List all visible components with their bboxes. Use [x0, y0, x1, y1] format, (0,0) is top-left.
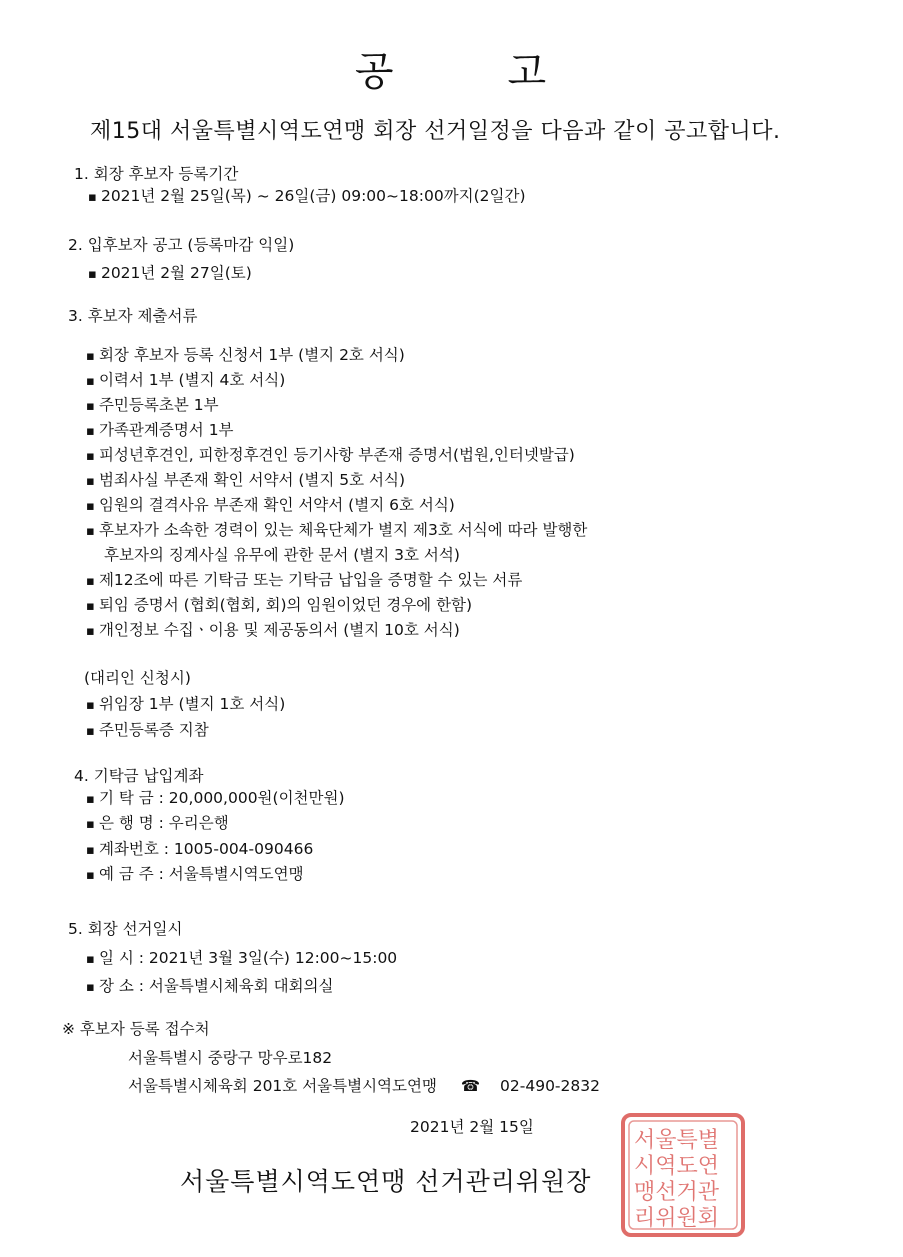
section-2-heading: 2. 입후보자 공고 (등록마감 익일) [68, 236, 295, 254]
title-left-char: 공 [354, 49, 396, 95]
signature-line: 서울특별시역도연맹 선거관리위원장 [180, 1167, 592, 1196]
document-item: ▪ 주민등록초본 1부 [86, 393, 219, 415]
section-1-heading: 1. 회장 후보자 등록기간 [74, 165, 239, 183]
document-item: ▪ 임원의 결격사유 부존재 확인 서약서 (별지 6호 서식) [86, 493, 455, 515]
document-item: ▪ 피성년후견인, 피한정후견인 등기사항 부존재 증명서(법원,인터넷발급) [86, 443, 575, 465]
phone-number: 02-490-2832 [500, 1077, 600, 1095]
election-venue: ▪ 장 소 : 서울특별시체육회 대회의실 [86, 974, 334, 996]
svg-text:맹선거관: 맹선거관 [634, 1180, 720, 1205]
registration-address: 서울특별시 중랑구 망우로182 [128, 1049, 333, 1067]
bank-name: ▪ 은 행 명 : 우리은행 [86, 811, 229, 833]
deposit-amount: ▪ 기 탁 금 : 20,000,000원(이천만원) [86, 786, 345, 808]
document-item: ▪ 가족관계증명서 1부 [86, 418, 234, 440]
registration-office-line [128, 1074, 600, 1096]
section-3-heading: 3. 후보자 제출서류 [68, 307, 198, 325]
svg-text:리위원회: 리위원회 [634, 1206, 720, 1231]
proxy-heading: (대리인 신청시) [84, 669, 191, 687]
document-item: ▪ 이력서 1부 (별지 4호 서식) [86, 368, 285, 390]
proxy-item: ▪ 위임장 1부 (별지 1호 서식) [86, 692, 285, 714]
document-item: ▪ 후보자가 소속한 경력이 있는 체육단체가 별지 제3호 서식에 따라 발행한 [86, 518, 587, 540]
page-title [0, 40, 903, 97]
account-number: ▪ 계좌번호 : 1005-004-090466 [86, 837, 313, 859]
document-item-continuation: 후보자의 징계사실 유무에 관한 문서 (별지 3호 서석) [104, 546, 460, 564]
office-name: 서울특별시체육회 201호 서울특별시역도연맹 [128, 1077, 437, 1095]
section-2-item: ▪ 2021년 2월 27일(토) [88, 261, 252, 283]
title-right-char: 고 [507, 49, 549, 95]
account-holder: ▪ 예 금 주 : 서울특별시역도연맹 [86, 862, 304, 884]
official-seal [620, 1112, 746, 1238]
document-item: ▪ 퇴임 증명서 (협회(협회, 회)의 임원이었던 경우에 한함) [86, 593, 472, 615]
announcement-date: 2021년 2월 15일 [410, 1118, 534, 1136]
announcement-intro: 제15대 서울특별시역도연맹 회장 선거일정을 다음과 같이 공고합니다. [90, 119, 781, 144]
svg-text:시역도연: 시역도연 [634, 1154, 720, 1179]
registration-office-heading: ※ 후보자 등록 접수처 [62, 1020, 210, 1038]
document-item: ▪ 제12조에 따른 기탁금 또는 기탁금 납입을 증명할 수 있는 서류 [86, 568, 522, 590]
document-item: ▪ 범죄사실 부존재 확인 서약서 (별지 5호 서식) [86, 468, 405, 490]
section-1-item: ▪ 2021년 2월 25일(목) ~ 26일(금) 09:00~18:00까지(2일간) [88, 184, 526, 206]
section-4-heading: 4. 기탁금 납입계좌 [74, 767, 204, 785]
election-datetime: ▪ 일 시 : 2021년 3월 3일(수) 12:00~15:00 [86, 946, 397, 968]
document-item: ▪ 개인정보 수집ㆍ이용 및 제공동의서 (별지 10호 서식) [86, 618, 460, 640]
section-5-heading: 5. 회장 선거일시 [68, 920, 183, 938]
seal-icon [620, 1112, 746, 1238]
proxy-item: ▪ 주민등록증 지참 [86, 718, 209, 740]
phone-icon: ☎ [460, 1077, 481, 1095]
svg-text:서울특별: 서울특별 [634, 1128, 720, 1153]
document-item: ▪ 회장 후보자 등록 신청서 1부 (별지 2호 서식) [86, 343, 405, 365]
